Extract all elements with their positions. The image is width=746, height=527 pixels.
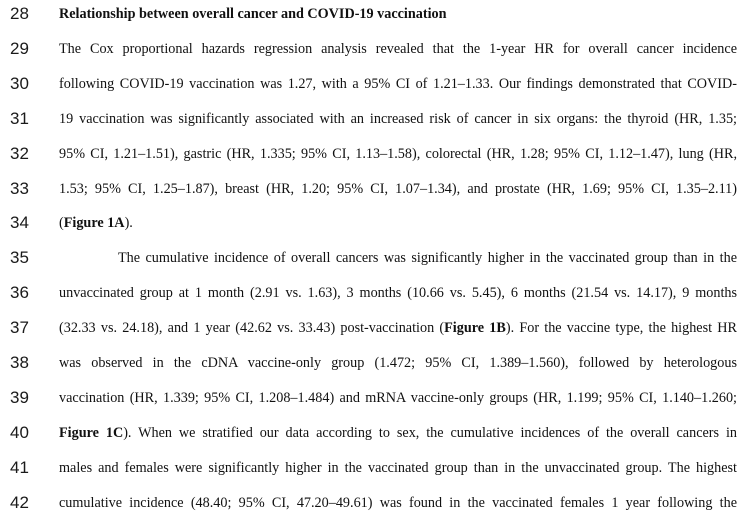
- text-run: The Cox proportional hazards regression analysis revealed that the 1-year HR for overall cancer incidence: [59, 40, 737, 57]
- text-line: [0, 351, 746, 387]
- paragraph-line: [118, 250, 737, 267]
- text-line: [0, 421, 746, 457]
- text-run: following COVID-19 vaccination was 1.27, with a 95% CI of 1.21–1.33. Our findings demonstrated that COVID-: [59, 75, 737, 92]
- line-number: 33: [10, 178, 29, 198]
- text-run: ).: [124, 215, 133, 232]
- paragraph-line: [59, 76, 737, 93]
- line-number: 42: [10, 492, 29, 512]
- text-run: ). When we stratified our data according to sex, the cumulative incidences of the overall cancers in: [123, 424, 737, 441]
- text-line: [0, 72, 746, 108]
- line-number: 32: [10, 143, 29, 163]
- text-run: unvaccinated group at 1 month (2.91 vs. 1.63), 3 months (10.66 vs. 5.45), 6 months (21.54 vs. 14.17), 9 months: [59, 285, 737, 302]
- text-line: [0, 386, 746, 422]
- text-run: 19 vaccination was significantly associated with an increased risk of cancer in six organs: the thyroid (HR, 1.35;: [59, 110, 737, 127]
- text-line: [0, 491, 746, 527]
- line-number: 31: [10, 108, 29, 128]
- text-run: males and females were significantly higher in the vaccinated group than in the unvaccinated group. The highest: [59, 459, 737, 476]
- paragraph-line: [59, 460, 737, 477]
- text-line: [0, 211, 746, 247]
- line-number: 35: [10, 248, 29, 268]
- paragraph-line: [59, 495, 737, 512]
- line-number: 36: [10, 283, 29, 303]
- paragraph-line: [59, 41, 737, 58]
- text-run: The cumulative incidence of overall cancers was significantly higher in the vaccinated group than in the: [118, 250, 737, 267]
- text-line: [0, 456, 746, 492]
- paragraph-line: [59, 320, 737, 337]
- text-run: 1.53; 95% CI, 1.25–1.87), breast (HR, 1.20; 95% CI, 1.07–1.34), and prostate (HR, 1.69; 95% CI, 1.35–2.11): [59, 180, 737, 197]
- text-run: vaccination (HR, 1.339; 95% CI, 1.208–1.484) and mRNA vaccine-only groups (HR, 1.199; 95% CI, 1.140–1.260;: [59, 389, 737, 406]
- text-run: cumulative incidence (48.40; 95% CI, 47.20–49.61) was found in the vaccinated females 1 year following the: [59, 494, 737, 511]
- line-number: 34: [10, 213, 29, 233]
- bold-text: Figure 1A: [63, 215, 125, 232]
- paragraph-line: [59, 390, 737, 407]
- text-run: ). For the vaccine type, the highest HR: [505, 320, 737, 337]
- bold-text: Figure 1C: [59, 424, 124, 441]
- paragraph-line: [59, 355, 737, 372]
- text-run: 95% CI, 1.21–1.51), gastric (HR, 1.335; 95% CI, 1.13–1.58), colorectal (HR, 1.28; 95% CI, 1.12–1.47), lung (HR,: [59, 145, 737, 162]
- text-line: [0, 281, 746, 317]
- paragraph-line: [59, 215, 737, 232]
- text-run: was observed in the cDNA vaccine-only group (1.472; 95% CI, 1.389–1.560), followed by heterologous: [59, 355, 737, 371]
- line-number: 39: [10, 387, 29, 407]
- line-number: 38: [10, 353, 29, 372]
- text-line: [0, 107, 746, 143]
- text-line: [0, 316, 746, 352]
- line-number: 30: [10, 73, 29, 93]
- line-number: 29: [10, 38, 29, 58]
- text-line: [0, 142, 746, 178]
- text-run: (32.33 vs. 24.18), and 1 year (42.62 vs. 33.43) post-vaccination (: [59, 320, 445, 337]
- text-run: (: [59, 215, 64, 232]
- line-number: 41: [10, 457, 29, 477]
- paragraph-line: [59, 425, 737, 442]
- line-number: 37: [10, 318, 29, 338]
- section-heading: [59, 6, 737, 23]
- paragraph-line: [59, 181, 737, 198]
- bold-text: Relationship between overall cancer and COVID-19 vaccination: [59, 6, 447, 22]
- text-line: [0, 37, 746, 73]
- text-line: [0, 246, 746, 282]
- bold-text: Figure 1B: [444, 320, 506, 337]
- line-number: 28: [10, 4, 29, 23]
- paragraph-line: [59, 111, 737, 128]
- text-line: [0, 177, 746, 213]
- paragraph-line: [59, 146, 737, 163]
- text-line: [0, 2, 746, 38]
- line-number: 40: [10, 422, 29, 442]
- paragraph-line: [59, 285, 737, 302]
